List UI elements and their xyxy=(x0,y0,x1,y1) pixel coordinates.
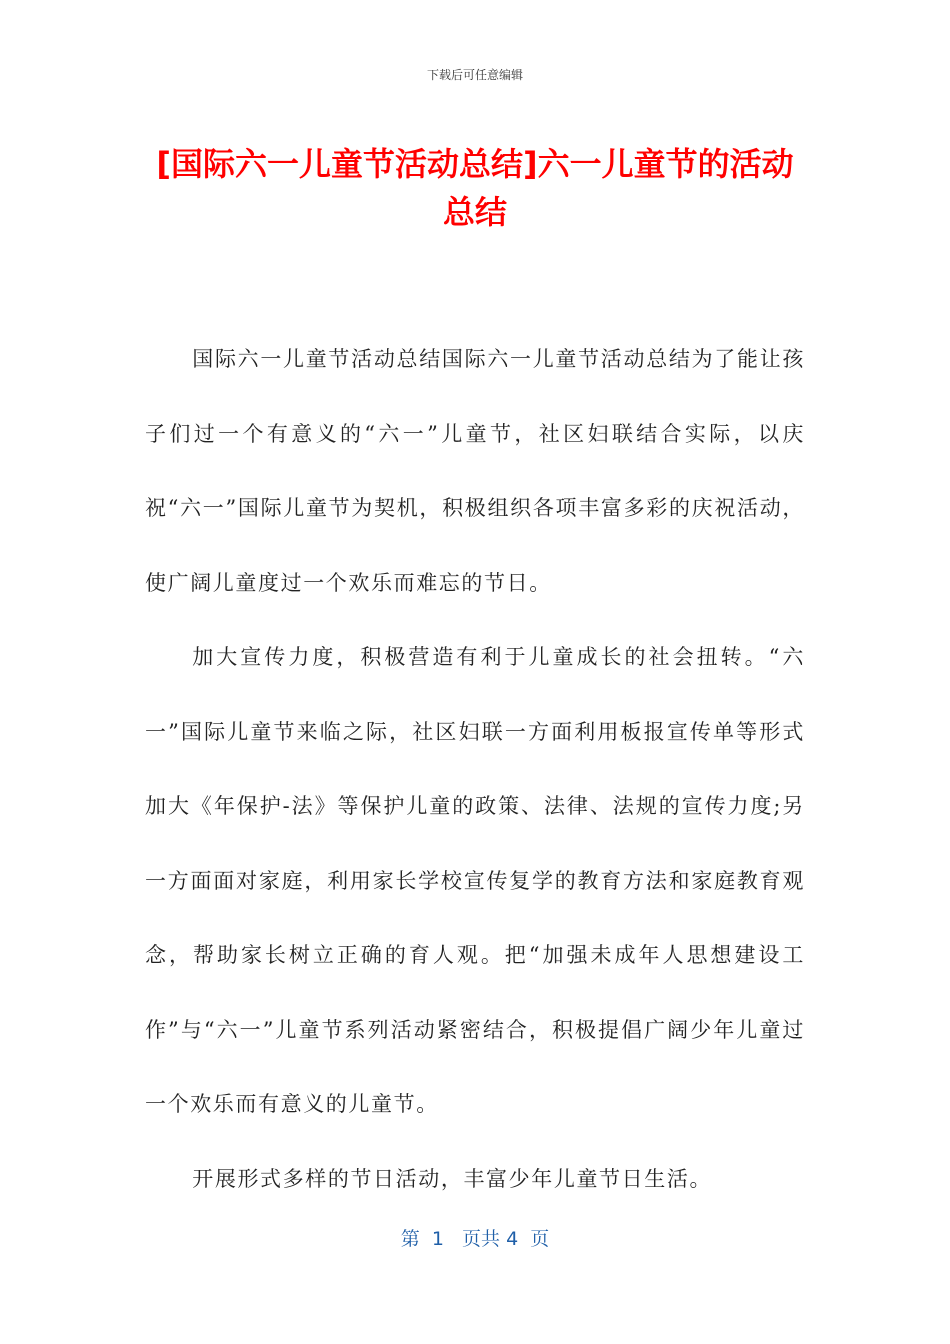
page-number-footer: 第 1 页共 4 页 xyxy=(400,1228,550,1250)
document-body xyxy=(145,322,805,1216)
header-note: 下载后可任意编辑 xyxy=(426,68,523,82)
paragraph: 加大宣传力度，积极营造有利于儿童成长的社会扭转。“六一”国际儿童节来临之际，社区妇联一方面利用板报宣传单等形式加大《年保护-法》等保护儿童的政策、法律、法规的宣传力度;另一方面面对家庭，利用家长学校宣传复学的教育方法和家庭教育观念，帮助家长树立正确的育人观。把“加强未成年人思想建设工作”与“六一”儿童节系列活动紧密结合，积极提倡广阔少年儿童过一个欢乐而有意义的儿童节。 xyxy=(145,645,805,1116)
paragraph: 国际六一儿童节活动总结国际六一儿童节活动总结为了能让孩子们过一个有意义的“六一”儿童节，社区妇联结合实际，以庆祝“六一”国际儿童节为契机，积极组织各项丰富多彩的庆祝活动，使广阔儿童度过一个欢乐而难忘的节日。 xyxy=(145,347,805,595)
paragraph: 开展形式多样的节日活动，丰富少年儿童节日生活。 xyxy=(192,1166,713,1191)
document-title: [国际六一儿童节活动总结]六一儿童节的活动总结 xyxy=(156,145,794,231)
